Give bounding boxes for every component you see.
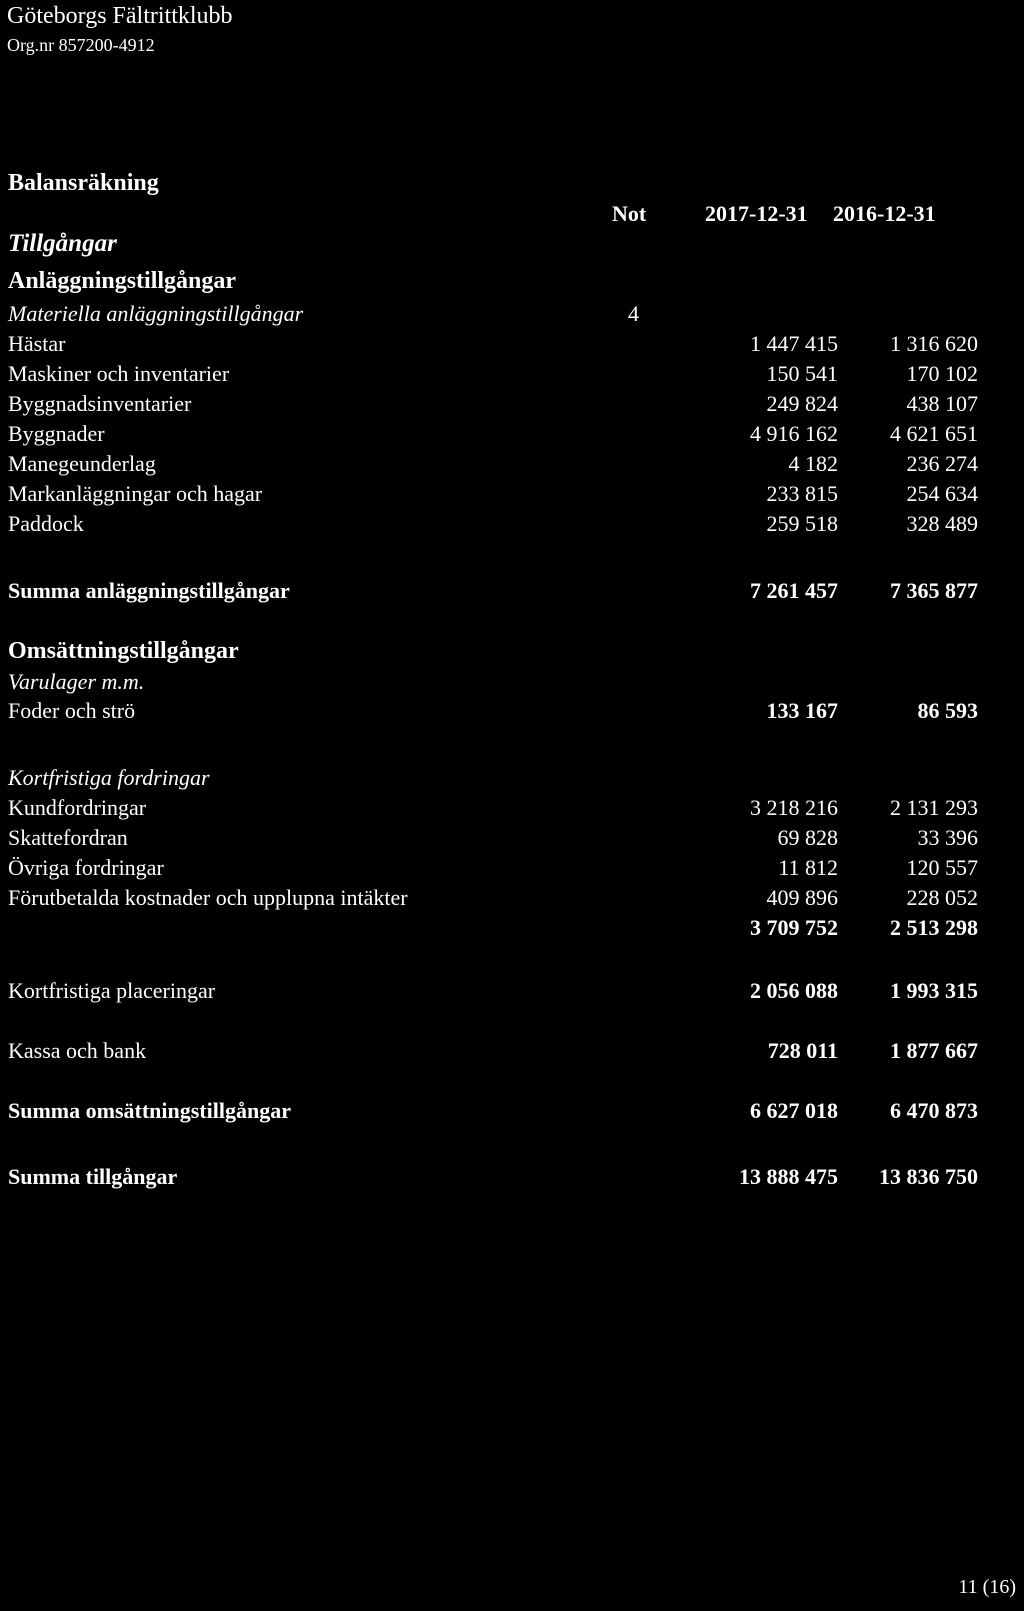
- table-row: [0, 883, 1024, 913]
- row-label: Byggnadsinventarier: [8, 391, 192, 416]
- row-label: Kundfordringar: [8, 795, 147, 820]
- column-header-note: Not: [612, 201, 647, 226]
- table-row: [0, 419, 1024, 449]
- section-heading-fixed-assets: [0, 266, 1024, 296]
- table-row: [0, 1036, 1024, 1066]
- page-title: Balansräkning: [8, 170, 159, 196]
- table-row: [0, 853, 1024, 883]
- value-2017: 11 812: [778, 855, 838, 880]
- value-2017: 6 627 018: [750, 1098, 838, 1123]
- table-row: [0, 976, 1024, 1006]
- row-label: Foder och strö: [8, 698, 136, 723]
- value-2016: 13 836 750: [879, 1164, 978, 1189]
- subsection-inventory: [0, 667, 1024, 697]
- value-2016: 7 365 877: [890, 578, 978, 603]
- row-label: Övriga fordringar: [8, 855, 164, 880]
- row-label: Materiella anläggningstillgångar: [8, 301, 304, 326]
- value-2016: 236 274: [906, 451, 978, 476]
- row-label: Paddock: [8, 511, 84, 536]
- value-2017: 233 815: [766, 481, 838, 506]
- subsection-tangible-assets: [0, 299, 1024, 329]
- value-2016: 33 396: [917, 825, 978, 850]
- row-label: Markanläggningar och hagar: [8, 481, 263, 506]
- table-row: [0, 329, 1024, 359]
- value-2016: 6 470 873: [890, 1098, 978, 1123]
- value-2016: 228 052: [906, 885, 978, 910]
- value-2016: 1 316 620: [890, 331, 978, 356]
- subtotal-row-fixed-assets: [0, 576, 1024, 606]
- organization-number: Org.nr 857200-4912: [7, 35, 155, 55]
- row-label: Skattefordran: [8, 825, 128, 850]
- row-label: Kassa och bank: [8, 1038, 147, 1063]
- organization-name: Göteborgs Fältrittklubb: [7, 3, 233, 29]
- value-2017: 69 828: [777, 825, 838, 850]
- row-label: Förutbetalda kostnader och upplupna intäkter: [8, 885, 408, 910]
- value-2017: 7 261 457: [750, 578, 838, 603]
- row-label: Varulager m.m.: [8, 669, 145, 694]
- row-label: Summa tillgångar: [8, 1164, 178, 1189]
- row-note: 4: [628, 301, 639, 326]
- subtotal-row-receivables: [0, 913, 1024, 943]
- subsection-short-term-receivables: [0, 763, 1024, 793]
- row-label: Maskiner och inventarier: [8, 361, 230, 386]
- value-2016: 254 634: [906, 481, 978, 506]
- value-2017: 4 182: [788, 451, 838, 476]
- row-label: Kortfristiga fordringar: [8, 765, 210, 790]
- value-2017: 259 518: [766, 511, 838, 536]
- value-2016: 120 557: [906, 855, 978, 880]
- value-2017: 13 888 475: [739, 1164, 838, 1189]
- row-label: Tillgångar: [8, 230, 117, 257]
- total-row-assets: [0, 1162, 1024, 1192]
- value-2016: 1 877 667: [890, 1038, 978, 1063]
- row-label: Kortfristiga placeringar: [8, 978, 216, 1003]
- table-row: [0, 359, 1024, 389]
- value-2017: 3 218 216: [750, 795, 838, 820]
- row-label: Omsättningstillgångar: [8, 638, 239, 664]
- value-2017: 3 709 752: [750, 915, 838, 940]
- value-2017: 249 824: [766, 391, 838, 416]
- section-heading-current-assets: [0, 636, 1024, 666]
- value-2017: 2 056 088: [750, 978, 838, 1003]
- value-2016: 4 621 651: [890, 421, 978, 446]
- value-2016: 1 993 315: [890, 978, 978, 1003]
- value-2016: 438 107: [906, 391, 978, 416]
- table-row: [0, 509, 1024, 539]
- value-2017: 4 916 162: [750, 421, 838, 446]
- row-label: Summa anläggningstillgångar: [8, 578, 290, 603]
- value-2017: 150 541: [766, 361, 838, 386]
- table-row: [0, 479, 1024, 509]
- column-header-2017: 2017-12-31: [705, 201, 808, 226]
- value-2016: 328 489: [906, 511, 978, 536]
- row-label: Anläggningstillgångar: [8, 268, 237, 294]
- value-2016: 170 102: [906, 361, 978, 386]
- value-2017: 133 167: [766, 698, 838, 723]
- table-row: [0, 793, 1024, 823]
- row-label: Manegeunderlag: [8, 451, 156, 476]
- table-row: [0, 389, 1024, 419]
- value-2016: 2 131 293: [890, 795, 978, 820]
- subtotal-row-current-assets: [0, 1096, 1024, 1126]
- section-heading-assets: [0, 229, 1024, 259]
- value-2017: 728 011: [767, 1038, 838, 1063]
- row-label: Hästar: [8, 331, 66, 356]
- page-number: 11 (16): [958, 1576, 1016, 1598]
- table-row: [0, 449, 1024, 479]
- column-header-2016: 2016-12-31: [833, 201, 936, 226]
- value-2016: 86 593: [917, 698, 978, 723]
- table-row: [0, 696, 1024, 726]
- value-2017: 409 896: [766, 885, 838, 910]
- value-2017: 1 447 415: [750, 331, 838, 356]
- row-label: Byggnader: [8, 421, 105, 446]
- value-2016: 2 513 298: [890, 915, 978, 940]
- row-label: Summa omsättningstillgångar: [8, 1098, 291, 1123]
- table-row: [0, 823, 1024, 853]
